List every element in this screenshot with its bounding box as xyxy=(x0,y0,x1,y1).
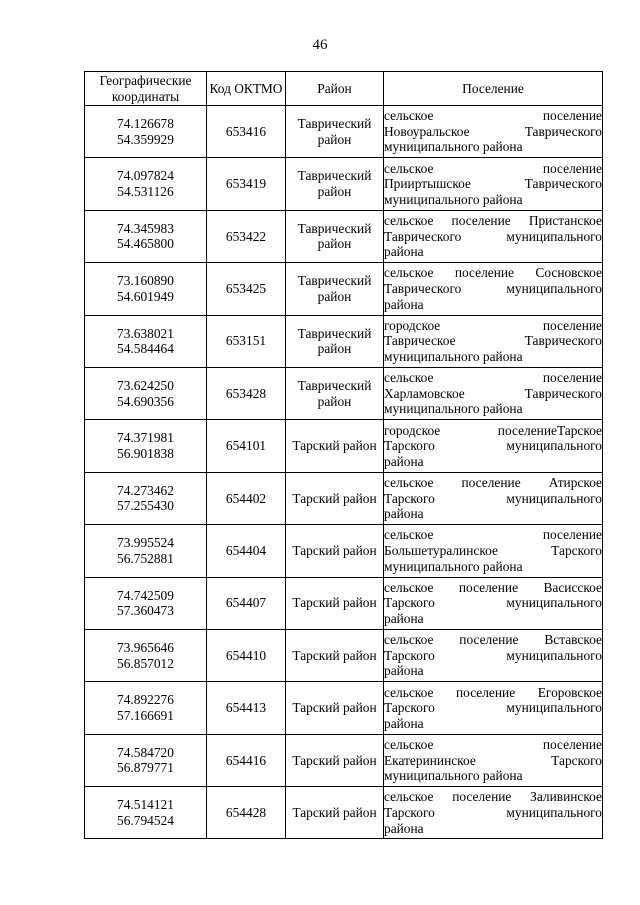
settlement-line: района xyxy=(384,296,424,312)
settlement-line: сельское поселение Сосновское xyxy=(384,265,602,281)
district-cell: Таврический район xyxy=(286,158,384,210)
settlement-cell xyxy=(384,787,603,839)
table-row xyxy=(85,629,603,681)
oktmo-cell: 653425 xyxy=(207,263,286,315)
settlement-line: сельское поселение xyxy=(384,370,602,386)
header-settlement: Поселение xyxy=(384,72,603,106)
longitude: 74.892276 xyxy=(117,692,174,708)
longitude: 74.097824 xyxy=(117,168,174,184)
settlement-line: Тарского муниципального xyxy=(384,647,602,663)
longitude: 74.742509 xyxy=(117,587,174,603)
settlement-line: Таврического муниципального xyxy=(384,228,602,244)
district-cell: Тарский район xyxy=(286,787,384,839)
longitude: 73.624250 xyxy=(117,378,174,394)
table-row xyxy=(85,577,603,629)
oktmo-cell: 654407 xyxy=(207,577,286,629)
settlement-line: городское поселениеТарское xyxy=(384,422,602,438)
settlement-line: района xyxy=(384,820,424,836)
latitude: 54.531126 xyxy=(117,184,174,200)
settlement-line: сельское поселение xyxy=(384,736,602,752)
latitude: 56.752881 xyxy=(117,550,174,566)
settlement-cell xyxy=(384,577,603,629)
table-header-row xyxy=(85,72,603,106)
coordinates-cell xyxy=(85,106,207,158)
settlement-cell xyxy=(384,315,603,367)
oktmo-cell: 653151 xyxy=(207,315,286,367)
settlement-cell xyxy=(384,682,603,734)
table-row xyxy=(85,525,603,577)
settlement-line: района xyxy=(384,715,424,731)
oktmo-cell: 653419 xyxy=(207,158,286,210)
settlement-line: сельское поселение xyxy=(384,160,602,176)
latitude: 54.359929 xyxy=(117,131,174,147)
district-cell: Тарский район xyxy=(286,525,384,577)
coordinates-cell xyxy=(85,472,207,524)
table-row xyxy=(85,734,603,786)
table-row xyxy=(85,263,603,315)
settlement-cell xyxy=(384,629,603,681)
table-row xyxy=(85,787,603,839)
table-row xyxy=(85,158,603,210)
coordinates-cell xyxy=(85,367,207,419)
settlement-line: Таврическое Таврического xyxy=(384,333,602,349)
coordinates-cell xyxy=(85,210,207,262)
header-oktmo: Код ОКТМО xyxy=(207,72,286,106)
settlement-line: муниципального района xyxy=(384,401,523,417)
latitude: 54.465800 xyxy=(117,236,174,252)
latitude: 56.794524 xyxy=(117,812,174,828)
oktmo-cell: 654402 xyxy=(207,472,286,524)
longitude: 74.584720 xyxy=(117,744,174,760)
settlement-cell xyxy=(384,525,603,577)
page-number: 46 xyxy=(312,37,328,53)
settlement-line: сельское поселение Егоровское xyxy=(384,684,602,700)
settlement-line: муниципального района xyxy=(384,139,523,155)
settlement-cell xyxy=(384,158,603,210)
settlement-line: района xyxy=(384,453,424,469)
latitude: 57.166691 xyxy=(117,707,174,723)
header-coordinates: Географические координаты xyxy=(85,72,207,106)
settlement-cell xyxy=(384,367,603,419)
coordinates-cell xyxy=(85,263,207,315)
settlement-line: городское поселение xyxy=(384,317,602,333)
district-cell: Таврический район xyxy=(286,210,384,262)
settlement-line: Тарского муниципального xyxy=(384,595,602,611)
latitude: 57.360473 xyxy=(117,603,174,619)
settlement-line: муниципального района xyxy=(384,349,523,365)
oktmo-cell: 654410 xyxy=(207,629,286,681)
longitude: 73.995524 xyxy=(117,535,174,551)
settlement-line: района xyxy=(384,663,424,679)
settlement-line: Тарского муниципального xyxy=(384,700,602,716)
table-row xyxy=(85,315,603,367)
oktmo-cell: 654416 xyxy=(207,734,286,786)
coordinates-cell xyxy=(85,682,207,734)
settlement-line: Прииртышское Таврического xyxy=(384,176,602,192)
latitude: 54.690356 xyxy=(117,393,174,409)
settlement-line: сельское поселение Атирское xyxy=(384,475,602,491)
coordinates-cell xyxy=(85,734,207,786)
table-row xyxy=(85,367,603,419)
settlement-line: Тарского муниципального xyxy=(384,804,602,820)
district-cell: Тарский район xyxy=(286,629,384,681)
settlement-line: сельское поселение Пристанское xyxy=(384,213,602,229)
settlement-cell xyxy=(384,734,603,786)
district-cell: Таврический район xyxy=(286,315,384,367)
settlement-line: сельское поселение Вставское xyxy=(384,632,602,648)
settlement-line: муниципального района xyxy=(384,768,523,784)
settlement-line: Таврического муниципального xyxy=(384,281,602,297)
oktmo-cell: 654101 xyxy=(207,420,286,472)
oktmo-cell: 654404 xyxy=(207,525,286,577)
district-cell: Тарский район xyxy=(286,472,384,524)
settlement-line: сельское поселение xyxy=(384,527,602,543)
coordinates-cell xyxy=(85,420,207,472)
table-row xyxy=(85,682,603,734)
longitude: 74.273462 xyxy=(117,482,174,498)
latitude: 54.584464 xyxy=(117,341,174,357)
district-cell: Таврический район xyxy=(286,263,384,315)
coordinates-cell xyxy=(85,315,207,367)
settlement-line: Новоуральское Таврического xyxy=(384,123,602,139)
district-cell: Тарский район xyxy=(286,734,384,786)
table-row xyxy=(85,420,603,472)
latitude: 56.879771 xyxy=(117,760,174,776)
district-cell: Тарский район xyxy=(286,420,384,472)
coordinates-cell xyxy=(85,525,207,577)
settlement-line: района xyxy=(384,244,424,260)
district-cell: Тарский район xyxy=(286,682,384,734)
longitude: 74.371981 xyxy=(117,430,174,446)
header-district: Район xyxy=(286,72,384,106)
coordinates-cell xyxy=(85,629,207,681)
settlement-cell xyxy=(384,106,603,158)
longitude: 73.965646 xyxy=(117,640,174,655)
coordinates-cell xyxy=(85,158,207,210)
district-cell: Таврический район xyxy=(286,367,384,419)
longitude: 74.514121 xyxy=(117,797,174,813)
settlement-line: Екатерининское Тарского xyxy=(384,752,602,768)
oktmo-cell: 654413 xyxy=(207,682,286,734)
settlement-line: района xyxy=(384,506,424,522)
settlement-line: района xyxy=(384,611,424,626)
settlement-line: Большетуралинское Тарского xyxy=(384,543,602,559)
latitude: 56.857012 xyxy=(117,655,174,671)
coordinates-cell xyxy=(85,787,207,839)
longitude: 73.160890 xyxy=(117,273,174,289)
settlement-line: Тарского муниципального xyxy=(384,438,602,454)
settlement-line: муниципального района xyxy=(384,558,523,574)
settlement-line: сельское поселение Васисское xyxy=(384,579,602,595)
table-row xyxy=(85,472,603,524)
coordinates-cell xyxy=(85,577,207,629)
table-row xyxy=(85,106,603,158)
oktmo-cell: 653416 xyxy=(207,106,286,158)
oktmo-cell: 654428 xyxy=(207,787,286,839)
longitude: 74.345983 xyxy=(117,220,174,236)
settlement-line: Харламовское Таврического xyxy=(384,385,602,401)
settlements-table xyxy=(84,71,603,839)
settlement-line: сельское поселение xyxy=(384,108,602,124)
settlement-line: сельское поселение Заливинское xyxy=(384,789,602,805)
longitude: 73.638021 xyxy=(117,325,174,341)
settlement-cell xyxy=(384,420,603,472)
oktmo-cell: 653428 xyxy=(207,367,286,419)
settlement-cell xyxy=(384,210,603,262)
district-cell: Таврический район xyxy=(286,106,384,158)
oktmo-cell: 653422 xyxy=(207,210,286,262)
district-cell: Тарский район xyxy=(286,577,384,629)
latitude: 57.255430 xyxy=(117,498,174,514)
settlement-cell xyxy=(384,472,603,524)
latitude: 54.601949 xyxy=(117,288,174,304)
longitude: 74.126678 xyxy=(117,116,174,132)
settlement-line: муниципального района xyxy=(384,191,523,207)
latitude: 56.901838 xyxy=(117,446,174,462)
table-row xyxy=(85,210,603,262)
settlement-line: Тарского муниципального xyxy=(384,490,602,506)
settlement-cell xyxy=(384,263,603,315)
